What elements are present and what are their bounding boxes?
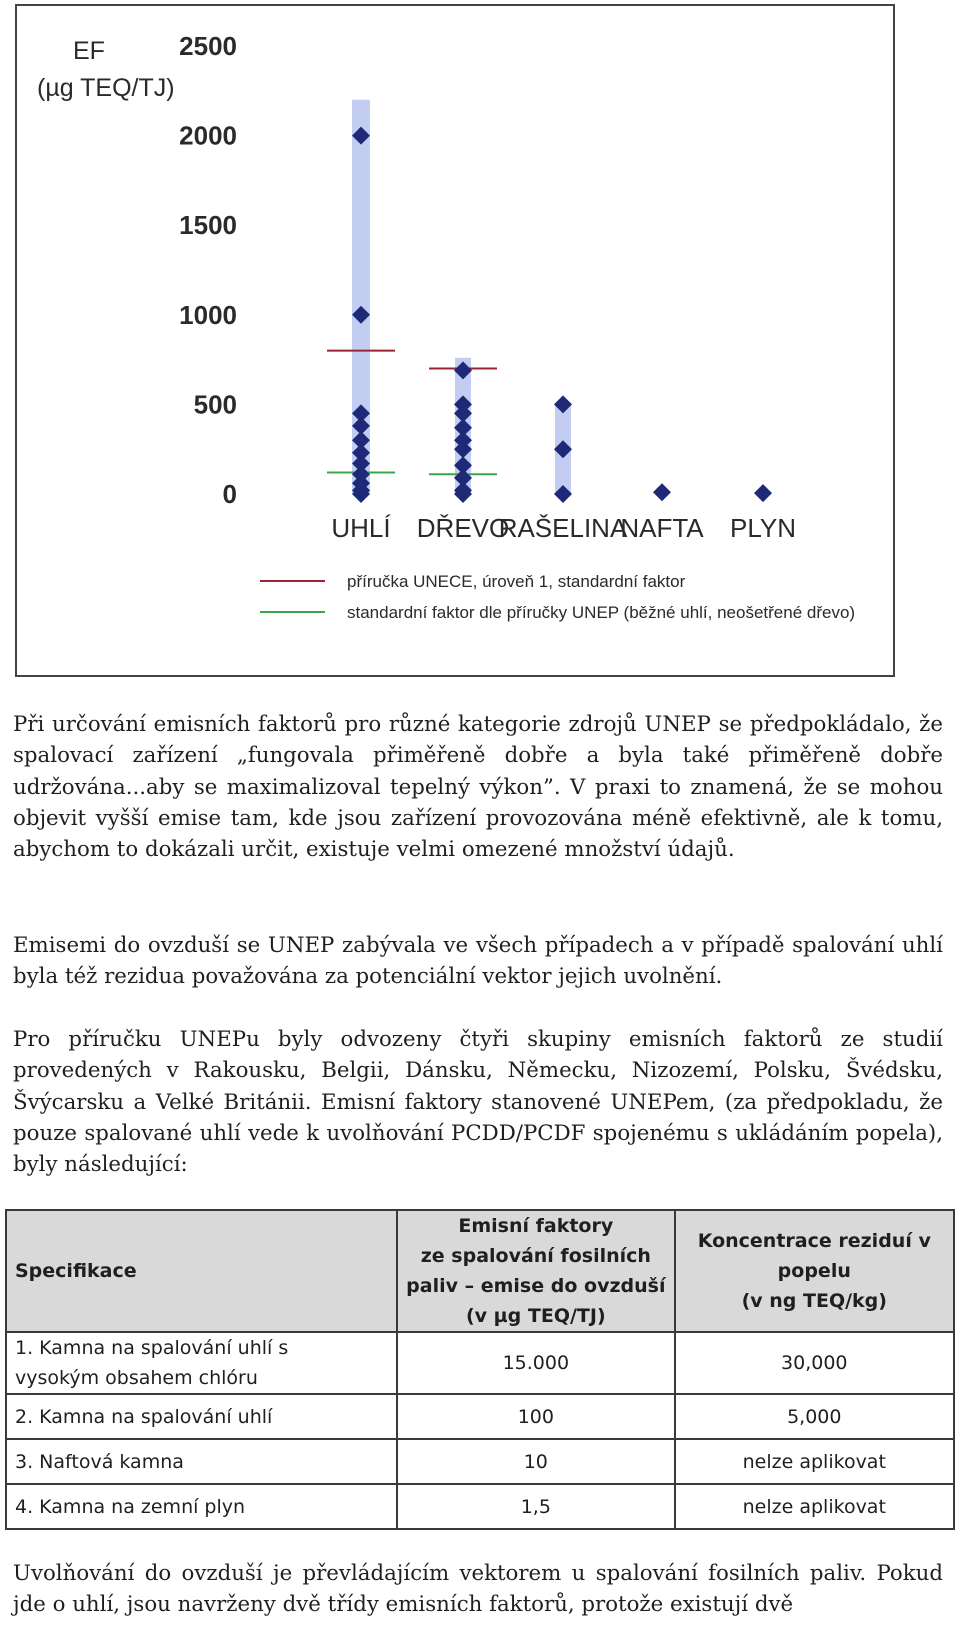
paragraph-fossil-fuel-vectors: Uvolňování do ovzduší je převládajícím vektorem u spalování fosilních paliv. Pokud jde o uhlí, jsou navrženy dvě třídy emisních faktorů, protože existují dvě: [13, 1561, 943, 1618]
y-tick-label: 2500: [179, 31, 237, 61]
y-tick-label: 1000: [179, 299, 237, 330]
row-residue-concentration: nelze aplikovat: [675, 1484, 954, 1529]
table-row: [6, 1332, 954, 1394]
table-row: [6, 1439, 954, 1484]
header-specification: Specifikace: [6, 1210, 397, 1332]
row-specification: 2. Kamna na spalování uhlí: [6, 1394, 397, 1439]
y-axis-title-line1: EF: [73, 37, 105, 65]
row-specification: 1. Kamna na spalování uhlí s vysokým obsahem chlóru: [6, 1332, 397, 1394]
emission-factor-chart: [17, 6, 893, 675]
row-residue-concentration: 30,000: [675, 1332, 954, 1394]
row-emission-factor: 1,5: [397, 1484, 674, 1529]
row-emission-factor: 15.000: [397, 1332, 674, 1394]
legend-entry: příručka UNECE, úroveň 1, standardní faktor: [347, 572, 686, 591]
table-row: [6, 1484, 954, 1529]
y-tick-label: 1500: [179, 210, 237, 241]
row-emission-factor: 10: [397, 1439, 674, 1484]
y-tick-label: 0: [222, 479, 237, 509]
x-category-label: RAŠELINA: [498, 513, 628, 543]
x-category-label: PLYN: [730, 513, 796, 543]
data-point: [754, 484, 772, 502]
paragraph-emission-factor-groups: Pro příručku UNEPu byly odvozeny čtyři skupiny emisních faktorů ze studií provedených v Rakousku, Belgii, Dánsku, Německu, Nizozemí, Polsku, Švédsku, Švýcarsku a Velké Británii. Emisní faktory stanovené UNEPem, (za předpokladu, že pouze spalované uhlí vede k uvolňování PCDD/PCDF spojenému s ukládáním popela), byly následující:: [13, 1027, 943, 1178]
row-emission-factor: 100: [397, 1394, 674, 1439]
x-category-label: UHLÍ: [331, 513, 391, 543]
paragraph-air-emissions: Emisemi do ovzduší se UNEP zabývala ve všech případech a v případě spalování uhlí byla též rezidua považována za potenciální vektor jejich uvolnění.: [13, 933, 943, 990]
emission-factor-figure: [15, 4, 895, 677]
row-residue-concentration: nelze aplikovat: [675, 1439, 954, 1484]
y-tick-label: 2000: [179, 120, 237, 151]
x-category-label: NAFTA: [620, 513, 704, 543]
row-specification: 4. Kamna na zemní plyn: [6, 1484, 397, 1529]
header-emission-factors: Emisní faktory ze spalování fosilních paliv – emise do ovzduší (v µg TEQ/TJ): [397, 1210, 674, 1332]
x-category-label: DŘEVO: [416, 513, 510, 543]
row-specification: 3. Naftová kamna: [6, 1439, 397, 1484]
y-tick-label: 500: [193, 389, 237, 420]
emission-factors-table: [5, 1209, 955, 1530]
table-row: [6, 1394, 954, 1439]
data-point: [653, 483, 671, 501]
row-residue-concentration: 5,000: [675, 1394, 954, 1439]
legend-entry: standardní faktor dle příručky UNEP (běžné uhlí, neošetřené dřevo): [347, 603, 856, 622]
table-header-row: [6, 1210, 954, 1332]
y-axis-title-line2: (µg TEQ/TJ): [37, 74, 175, 102]
paragraph-unep-assumptions: Při určování emisních faktorů pro různé kategorie zdrojů UNEP se předpokládalo, že spalovací zařízení „fungovala přiměřeně dobře a byla také přiměřeně dobře udržována...aby se maximalizoval tepelný výkon”. V praxi to znamená, že se mohou objevit vyšší emise tam, kde jsou zařízení provozována méně efektivně, ale k tomu, abychom to dokázali určit, existuje velmi omezené množství údajů.: [13, 712, 943, 863]
header-residue-concentration: Koncentrace reziduí v popelu (v ng TEQ/kg): [675, 1210, 954, 1332]
